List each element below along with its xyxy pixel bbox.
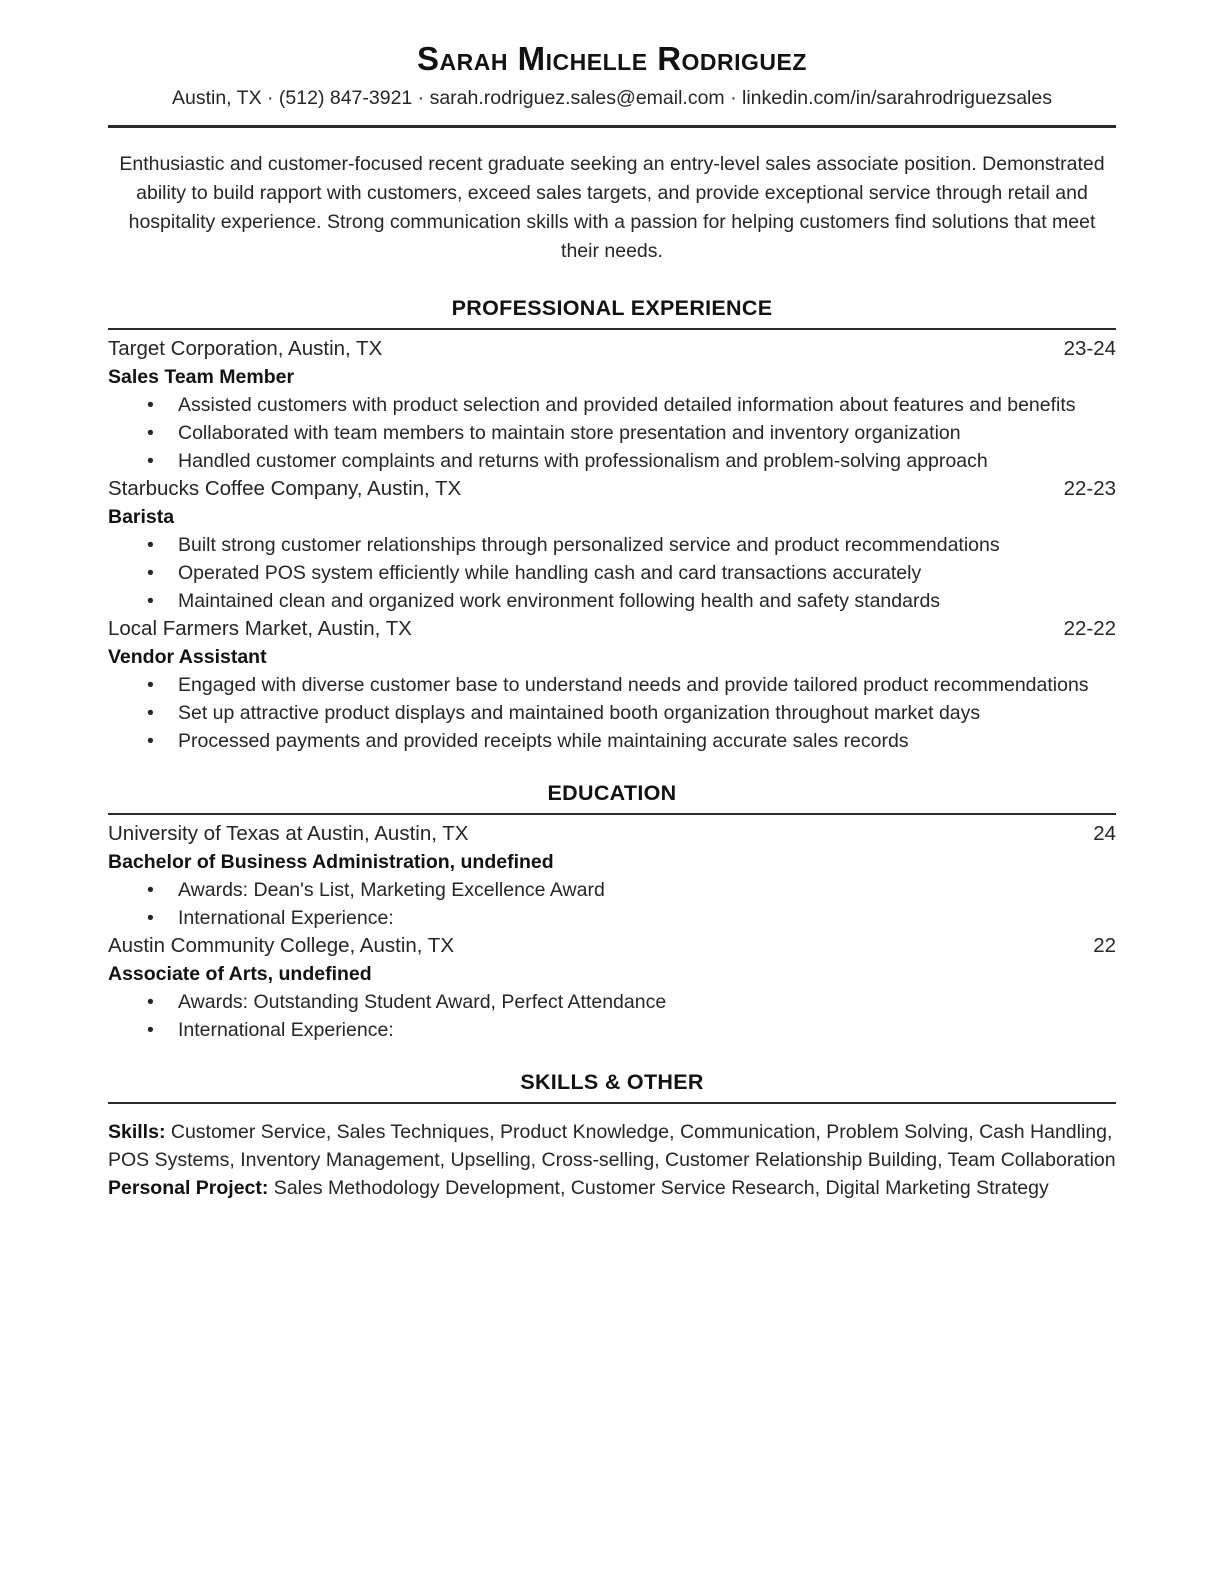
job-title: Barista — [108, 506, 175, 528]
entry-header — [108, 475, 1116, 503]
bullet-item: • Processed payments and provided receipts while maintaining accurate sales records — [178, 727, 1116, 755]
summary-paragraph: Enthusiastic and customer-focused recent graduate seeking an entry-level sales associate position. Demonstrated ability to build rapport with customers, exceed sales targets, and provide exceptional service through retail and hospitality experience. Strong communication skills with a passion for helping customers find solutions that meet their needs. — [119, 153, 1105, 262]
entry-header — [108, 820, 1116, 848]
entry-header — [108, 615, 1116, 643]
school-name: Austin Community College, Austin, TX — [108, 934, 454, 957]
job-title: Vendor Assistant — [108, 646, 267, 668]
bullet-item: • Handled customer complaints and returns with professionalism and problem-solving approach — [178, 447, 1116, 475]
bullet-item: • International Experience: — [178, 1016, 1116, 1044]
degree-title: Bachelor of Business Administration, undefined — [108, 851, 554, 873]
bullet-list — [108, 671, 1116, 755]
bullet-item: • Awards: Outstanding Student Award, Perfect Attendance — [178, 988, 1116, 1016]
education-entry — [108, 932, 1116, 1044]
personal-project-line — [108, 1174, 1116, 1202]
skills-block — [108, 1118, 1116, 1202]
company-name: Local Farmers Market, Austin, TX — [108, 617, 412, 640]
degree-title: Associate of Arts, undefined — [108, 963, 372, 985]
bullet-item: • Built strong customer relationships through personalized service and product recommendations — [178, 531, 1116, 559]
experience-entry — [108, 615, 1116, 755]
section-divider-experience — [108, 328, 1116, 330]
skills-text: Customer Service, Sales Techniques, Product Knowledge, Communication, Problem Solving, Cash Handling, POS Systems, Inventory Management, Upselling, Cross-selling, Customer Relationship Building, Team Collaboration — [108, 1121, 1116, 1171]
contact-line: Austin, TX · (512) 847-3921 · sarah.rodriguez.sales@email.com · linkedin.com/in/sarahrodriguezsales — [171, 87, 1052, 109]
entry-dates: 22-23 — [1063, 477, 1116, 500]
entry-header — [108, 932, 1116, 960]
header-divider — [108, 125, 1116, 128]
bullet-item: • Maintained clean and organized work environment following health and safety standards — [178, 587, 1116, 615]
entry-dates: 22 — [1093, 934, 1116, 957]
skills-label: Skills: — [108, 1121, 166, 1143]
skills-line — [108, 1118, 1116, 1174]
resume-name: Sarah Michelle Rodriguez — [417, 40, 807, 77]
entry-dates: 23-24 — [1063, 337, 1116, 360]
experience-entry — [108, 335, 1116, 475]
bullet-list — [108, 531, 1116, 615]
section-divider-education — [108, 813, 1116, 815]
section-divider-skills — [108, 1102, 1116, 1104]
experience-entry — [108, 475, 1116, 615]
school-name: University of Texas at Austin, Austin, TX — [108, 822, 469, 845]
bullet-item: • Collaborated with team members to maintain store presentation and inventory organization — [178, 419, 1116, 447]
bullet-list — [108, 391, 1116, 475]
bullet-item: • Set up attractive product displays and maintained booth organization throughout market days — [178, 699, 1116, 727]
bullet-item: • Engaged with diverse customer base to understand needs and provide tailored product recommendations — [178, 671, 1116, 699]
section-title-education: EDUCATION — [547, 781, 677, 805]
bullet-item: • International Experience: — [178, 904, 1116, 932]
entry-dates: 22-22 — [1063, 617, 1116, 640]
bullet-item: • Awards: Dean's List, Marketing Excellence Award — [178, 876, 1116, 904]
personal-project-text: Sales Methodology Development, Customer Service Research, Digital Marketing Strategy — [268, 1177, 1049, 1199]
section-experience — [108, 296, 1116, 755]
bullet-item: • Assisted customers with product selection and provided detailed information about features and benefits — [178, 391, 1116, 419]
bullet-list — [108, 988, 1116, 1044]
section-education — [108, 781, 1116, 1044]
entry-header — [108, 335, 1116, 363]
company-name: Target Corporation, Austin, TX — [108, 337, 383, 360]
section-title-skills: SKILLS & OTHER — [520, 1070, 704, 1094]
section-skills — [108, 1070, 1116, 1202]
job-title: Sales Team Member — [108, 366, 295, 388]
personal-project-label: Personal Project: — [108, 1177, 269, 1199]
bullet-item: • Operated POS system efficiently while handling cash and card transactions accurately — [178, 559, 1116, 587]
education-entry — [108, 820, 1116, 932]
bullet-list — [108, 876, 1116, 932]
company-name: Starbucks Coffee Company, Austin, TX — [108, 477, 462, 500]
entry-dates: 24 — [1093, 822, 1116, 845]
section-title-experience: PROFESSIONAL EXPERIENCE — [451, 296, 773, 320]
